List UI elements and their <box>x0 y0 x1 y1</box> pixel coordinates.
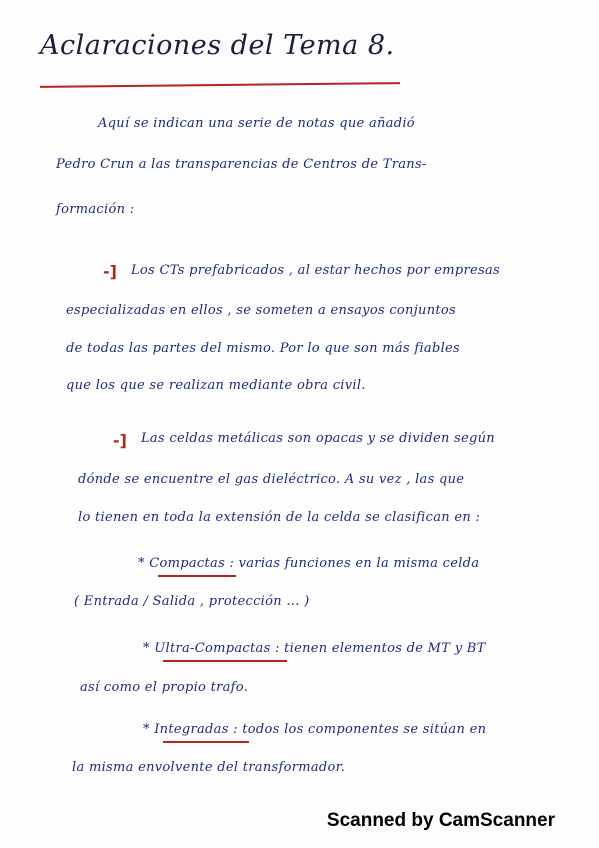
term-underline <box>158 575 236 577</box>
title-underline <box>40 82 400 88</box>
item-description: : tienen elementos de MT y BT <box>270 641 486 656</box>
paragraph2-line-2: dónde se encuentre el gas dieléctrico. A su vez , las que <box>78 472 465 487</box>
intro-line-3: formación : <box>56 202 135 217</box>
camscanner-watermark: Scanned by CamScanner <box>326 810 555 831</box>
item-description: : todos los componentes se sitúan en <box>228 722 487 737</box>
item-continuation: ( Entrada / Salida , protección ... ) <box>74 594 310 609</box>
page-title: Aclaraciones del Tema 8. <box>40 30 395 61</box>
bullet-marker-1: -] <box>103 262 117 281</box>
item-continuation: la misma envolvente del transformador. <box>72 760 346 775</box>
term-underline <box>163 660 287 662</box>
item-description: : varias funciones en la misma celda <box>225 556 480 571</box>
intro-line-2: Pedro Crun a las transparencias de Centros de Trans- <box>56 157 427 172</box>
list-item-ultra-compactas <box>143 641 486 656</box>
item-term: Compactas <box>149 556 226 571</box>
list-item-compactas <box>138 556 479 571</box>
item-star: * <box>143 722 150 737</box>
item-star: * <box>143 641 150 656</box>
item-star: * <box>138 556 145 571</box>
paragraph1-line-3: de todas las partes del mismo. Por lo que son más fiables <box>66 341 461 356</box>
term-underline <box>163 741 249 743</box>
paragraph1-line-1: Los CTs prefabricados , al estar hechos por empresas <box>131 263 500 278</box>
item-continuation: así como el propio trafo. <box>80 680 249 695</box>
item-term: Ultra-Compactas <box>154 641 271 656</box>
item-term: Integradas <box>154 722 229 737</box>
bullet-marker-2: -] <box>113 431 127 450</box>
paragraph2-line-1: Las celdas metálicas son opacas y se dividen según <box>141 431 495 446</box>
paragraph1-line-4: que los que se realizan mediante obra civil. <box>66 378 366 393</box>
intro-line-1: Aquí se indican una serie de notas que añadió <box>98 116 415 131</box>
list-item-integradas <box>143 722 486 737</box>
paragraph1-line-2: especializadas en ellos , se someten a ensayos conjuntos <box>66 303 457 318</box>
paragraph2-line-3: lo tienen en toda la extensión de la celda se clasifican en : <box>78 510 481 525</box>
